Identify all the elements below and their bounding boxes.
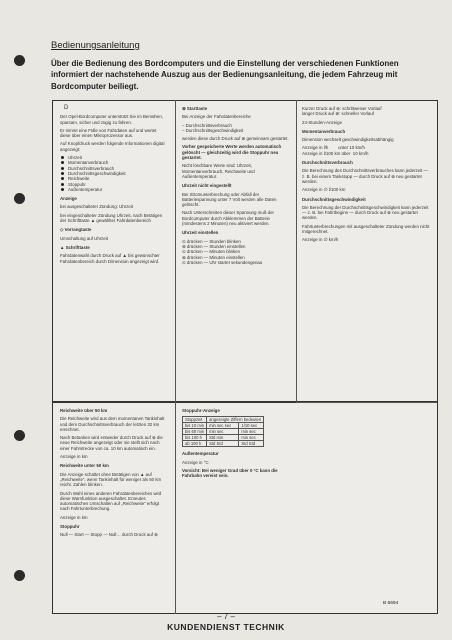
punch-hole-2 (14, 193, 25, 204)
table-cell: bis 10 min (183, 423, 207, 429)
paragraph: Nach Unterschreiten dieser Spannung muß der Bordcomputer durch Abklemmen der Batterie (mindestens 2 Minuten) neu aktiviert werden. (182, 210, 275, 227)
paragraph: werden diese durch Druck auf ⊗ gemeinsam gestartet. (182, 136, 289, 142)
paragraph: bei ausgeschalteter Zündung: Uhrzeit (60, 204, 133, 210)
paragraph: Anzeige in l/h unter 10 km/h Anzeige in l/100 km über 10 km/h (302, 145, 369, 156)
paragraph: Die Anzeige schaltet ohne Betätigen von ▲ auf „Reichweite“, wenn Tankinhalt für weniger als 50 km reicht. Zahlen blinken. (60, 471, 162, 488)
section-heading: ▲ Schrifttaste (60, 244, 90, 250)
paragraph: Der Opel-Bordcomputer unterstützt Sie im Bemühen, sparsam, sicher und zügig zu fahren. (60, 114, 163, 125)
table-row (183, 429, 264, 435)
paragraph: Nach Betanken wird entweder durch Druck auf ⊗ die neue Reichweite angezeigt oder sie stellt sich nach einer Fahrstrecke von ca. 10 km automatisch ein. (60, 435, 163, 451)
page-number: – 7 – (217, 612, 235, 621)
paragraph: Er nimmt eine Fülle von Fahrdaten auf und wertet diese über einen Mikroprozessor aus. (60, 127, 157, 139)
paragraph: Die Berechnung der Durchschnittsgeschwindigkeit kann jederzeit — z. B. bei Fahrtbeginn — durch Druck auf ⊗ neu gestartet werden. (302, 204, 429, 221)
warning-text: Vorsicht: Bei weniger Grad über 0 °C kann die Fahrbahn vereist sein. (182, 467, 278, 479)
table-cell: min sec (207, 429, 239, 435)
column-divider (296, 100, 297, 402)
punch-hole-1 (14, 55, 25, 66)
paragraph: Anzeige in ∅ km/h (302, 237, 339, 243)
table-cell: Std min (207, 435, 239, 441)
paragraph: Fahrtunterbrechungen mit ausgeschalteter Zündung werden nicht mitgerechnet. (302, 223, 430, 235)
paragraph: Die Berechnung des Durchschnittsverbrauches kann jederzeit — z. B. bei einem Tankstopp — durch Druck auf ⊗ neu gestartet werden. (302, 168, 428, 184)
paragraph: Bei Stromunterbrechung oder Abfall der Batteriespannung unter 7 Volt werden alle Daten gelöscht. (182, 191, 277, 208)
table-cell: Std Std (207, 441, 239, 447)
paragraph: Anzeige in ∅ l/100 km (302, 187, 346, 193)
column-divider (175, 100, 176, 402)
section-heading: Durchschnittsverbrauch (302, 160, 353, 166)
table-row (183, 423, 264, 429)
paragraph: Die Reichweite wird aus dem momentanen Tankinhalt und dem Durchschnittsverbrauch der letzten 32 km errechnet. (60, 416, 165, 432)
paragraph: Nicht löschbare Werte sind: Uhrzeit, Momentanverbrauch, Reichweite und Außentemperatur. (182, 163, 255, 179)
list-item: Reichweite (60, 176, 168, 181)
language-label: D (64, 105, 69, 111)
section-heading: Außentemperatur (182, 451, 219, 457)
paragraph: Auf Knopfdruck werden folgende Informationen digital angezeigt: (60, 141, 165, 152)
paragraph: Anzeige in °C (182, 459, 209, 465)
paragraph: 24-Stunden-Anzeige (302, 119, 343, 125)
top-column-3 (302, 106, 430, 246)
table-header-cell: Stoppzeit (183, 417, 207, 423)
section-heading: Anzeige (60, 196, 77, 202)
paragraph: Umschaltung auf Uhrzeit (60, 235, 109, 241)
section-heading: Uhrzeit einstellen (182, 230, 219, 236)
paragraph: Anzeige in km (60, 514, 88, 520)
section-heading: ⊗ Starttaste (182, 106, 208, 111)
paragraph: Fahrdatenwahl durch Druck auf ▲ bis gewünschter Fahrdatenbereich durch Dimension angezeigt wird. (60, 253, 160, 264)
list-item: Durchschnittsgeschwindigkeit (60, 171, 168, 176)
section-heading: Stoppuhr (60, 524, 80, 530)
table-header-cell: angezeigte Ziffern bedeuten (207, 417, 264, 423)
row-divider (296, 402, 437, 403)
stopwatch-table (182, 416, 264, 447)
bottom-column-1 (60, 408, 168, 541)
paragraph: Durch Wahl eines anderen Fahrdatenbereiches wird diese Warnfunktion ausgeschaltet. Erneutes automatisches Umschalten auf „Reichweite“ erfolgt nach Fahrtunterbrechung. (60, 490, 162, 512)
section-heading: Reichweite unter 50 km (60, 463, 109, 469)
paragraph: Dimension wechselt geschwindigkeitsabhängig (302, 137, 394, 143)
page-footer: KUNDENDIENST TECHNIK (167, 622, 285, 632)
top-column-1 (60, 106, 168, 267)
page-title: Bedienungsanleitung (51, 40, 140, 51)
paragraph: Vorher gespeicherte Werte werden automatisch gelöscht — gleichzeitig wird die Stoppuhr neu gestartet. (182, 144, 282, 161)
section-heading: ◇ Vorrangtaste (60, 227, 92, 233)
info-list (60, 155, 168, 192)
section-heading: Momentanverbrauch (302, 128, 346, 134)
section-heading: Uhrzeit nicht eingestellt (182, 183, 232, 189)
table-cell: bis 100 h (183, 435, 207, 441)
list-item: Momentanverbrauch (60, 160, 168, 165)
table-cell: Std Std (239, 441, 264, 447)
intro-text: Über die Bedienung des Bordcomputers und die Einstellung der verschiedenen Funktionen informiert der nachstehende Auszug aus der Bedienungsanleitung, die jedem Fahrzeug mit Bordcomputer beiliegt. (51, 59, 399, 91)
paragraph: bei eingeschalteter Zündung Uhrzeit, nach Betätigen der Schrifttaste ▲ gewählter Fahrdatenbereich (60, 212, 163, 224)
paragraph: – Durchschnittsverbrauch – Durchschnittsgeschwindigkeit (182, 122, 244, 133)
paragraph: ⊙ drücken — Stunden blinken ⊗ drücken — Stunden einstellen ⊙ drücken — Minuten blinken ⊗ drücken — Minuten einstellen ⊙ drücken — Uhr startet sekundengenau (182, 238, 263, 265)
table-header-row (183, 417, 264, 423)
paragraph: Kurzer Druck auf ⊗: schrittweiser Vorlauf langer Druck auf ⊗: schneller Vorlauf (302, 106, 382, 117)
document-code: B 6694 (383, 601, 399, 606)
punch-hole-4 (14, 570, 25, 581)
paragraph: Bei Anzeige der Fahrdatenbereiche (182, 114, 251, 120)
section-heading: Durchschnittsgeschwindigkeit (302, 196, 366, 202)
list-item: Außentemperatur (60, 187, 168, 192)
top-column-2 (182, 106, 290, 268)
column-divider (175, 402, 176, 614)
table-row (183, 441, 264, 447)
table-cell: bis 60 min (183, 429, 207, 435)
punch-hole-3 (14, 430, 25, 441)
section-heading: Reichweite über 50 km (60, 408, 108, 413)
list-item: Durchschnittsverbrauch (60, 166, 168, 171)
table-cell: min sec (239, 429, 264, 435)
table-row (183, 435, 264, 441)
paragraph: Anzeige in km (60, 454, 88, 460)
bottom-column-2 (182, 408, 294, 481)
paragraph: Null — Start — Stopp — Null… durch Druck auf ⊗ (60, 532, 158, 538)
table-cell: min sec (239, 435, 264, 441)
section-heading: Stoppuhr-Anzeige (182, 408, 220, 413)
table-cell: 1/10 sec (239, 423, 264, 429)
list-item: Stoppuhr (60, 182, 168, 187)
table-cell: ab 100 h (183, 441, 207, 447)
table-cell: min sec sec (207, 423, 239, 429)
list-item: Uhrzeit (60, 155, 168, 160)
